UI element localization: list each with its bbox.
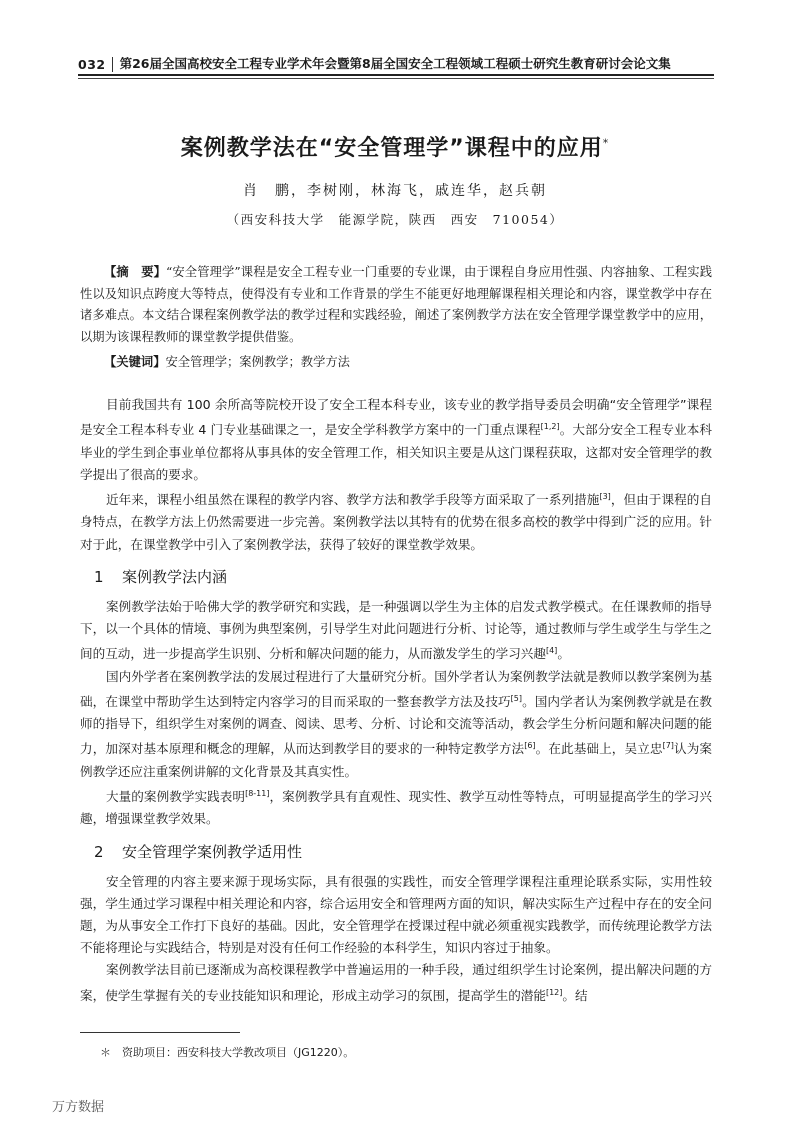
paper-title-text: 案例教学法在“安全管理学”课程中的应用 — [180, 136, 603, 161]
footnote-rule — [80, 1032, 240, 1033]
page-number: 032 — [78, 57, 113, 72]
citation: [4] — [545, 646, 558, 656]
affiliation: （西安科技大学 能源学院，陕西 西安 710054） — [226, 212, 564, 227]
watermark: 万方数据 — [52, 1100, 105, 1115]
paper-title — [0, 131, 790, 162]
text-run: 。结 — [562, 987, 588, 1003]
section1-paragraph — [80, 783, 712, 831]
running-header — [78, 52, 714, 72]
abstract-text: “安全管理学”课程是安全工程专业一门重要的专业课，由于课程自身应用性强、内容抽象、工程实践性以及知识点跨度大等特点，使得没有专业和工作背景的学生不能更好地理解课程相关理论和内容，课堂教学中存在诸多难点。本文结合课程案例教学法的教学过程和实践经验，阐述了案例教学方法在安全管理学课堂教学中的应用，以期为该课程教师的课堂教学提供借鉴。 — [80, 265, 712, 344]
section-heading — [80, 564, 712, 590]
text-run: 目前我国共有 100 余所高等院校开设了安全工程本科专业，该专业的教学指导委员会明确“安全管理学”课程是安全工程本科专业 4 门专业基础课之一，是安全学科教学方案中的一门重点课程 — [80, 397, 712, 438]
section-number: 1 — [94, 567, 104, 586]
text-run: 国内外学者在案例教学法的发展过程进行了大量研究分析。国外学者认为案例教学法就是教师以教学案例为基础，在课堂中帮助学生达到特定内容学习的目而采取的一整套教学方法及技巧 — [80, 668, 712, 709]
text-run: 案例教学法始于哈佛大学的教学研究和实践，是一种强调以学生为主体的启发式教学模式。在任课教师的指导下，以一个具体的情境、事例为典型案例，引导学生对此问题进行分析、讨论等，通过教师与学生或学生与学生之间的互动，进一步提高学生识别、分析和解决问题的能力，从而激发学生的学习兴趣 — [80, 598, 712, 662]
intro-paragraph — [80, 394, 712, 486]
citation: [1,2] — [540, 422, 560, 432]
intro-paragraph — [80, 486, 712, 556]
header-rule — [78, 74, 714, 76]
abstract-label: 【摘 要】 — [104, 265, 167, 279]
text-run: 案例教学法目前已逐渐成为高校课程教学中普遍运用的一种手段，通过组织学生讨论案例，提出解决问题的方案，使学生掌握有关的专业技能知识和理论，形成主动学习的氛围，提高学生的潜能 — [80, 962, 712, 1003]
citation: [12] — [545, 987, 563, 997]
section-number: 2 — [94, 842, 104, 861]
citation: [6] — [524, 741, 536, 751]
abstract — [80, 262, 712, 348]
text-run: 。 — [557, 646, 570, 662]
section-heading — [80, 839, 712, 865]
section2-paragraph: 安全管理的内容主要来源于现场实际，具有很强的实践性，而安全管理学课程注重理论联系实际，实用性较强，学生通过学习课程中相关理论和内容，综合运用安全和管理两方面的知识，解决实际生产过程中存在的安全问题，为从事安全工作打下良好的基础。因此，安全管理学在授课过程中就必须重视实践教学，而传统理论教学方法不能将理论与实践结合，特别是对没有任何工作经验的本科学生，知识内容过于抽象。 — [80, 873, 712, 956]
text-run: 近年来，课程小组虽然在课程的教学内容、教学方法和教学手段等方面采取了一系列措施 — [106, 492, 600, 508]
main-text — [80, 394, 712, 1007]
keywords-label: 【关键词】 — [104, 355, 166, 369]
citation: [7] — [662, 741, 674, 751]
text-run: 。大部分安全工程专业本科毕业的学生到企事业单位都将从事具体的安全管理工作，相关知识主要是从这门课程获取，这都对安全管理学的教学提出了很高的要求。 — [80, 422, 712, 482]
footnote: ＊ 资助项目：西安科技大学教改项目（JG1220）。 — [100, 1046, 355, 1059]
keywords — [80, 352, 712, 374]
section-title: 安全管理学案例教学适用性 — [122, 842, 303, 861]
keywords-text: 安全管理学；案例教学；教学方法 — [165, 355, 350, 369]
text-run: ，案例教学具有直观性、现实性、教学互动性等特点，可明显提高学生的学习兴趣，增强课堂教学效果。 — [80, 789, 713, 827]
title-footnote-mark: * — [602, 136, 610, 150]
text-run: 。在此基础上，吴立忠 — [535, 741, 663, 757]
citation: [8-11] — [245, 788, 270, 798]
header-rule-thin — [78, 78, 714, 79]
section1-paragraph — [80, 666, 712, 783]
authors: 肖 鹏，李树刚，林海飞，戚连华，赵兵朝 — [243, 183, 547, 199]
citation: [5] — [510, 693, 523, 703]
text-run: 认为案例教学还应注重案例讲解的文化背景及其真实性。 — [80, 741, 713, 779]
citation: [3] — [599, 492, 611, 501]
journal-title: 第26届全国高校安全工程专业学术年会暨第8届全国安全工程领域工程硕士研究生教育研讨会论文集 — [119, 56, 671, 71]
section2-paragraph — [80, 959, 712, 1007]
section1-paragraph — [80, 596, 712, 666]
text-run: 。国内学者认为案例教学就是在教师的指导下，组织学生对案例的调查、阅读、思考、分析、讨论和交流等活动，教会学生分析问题和解决问题的能力，加深对基本原理和概念的理解，从而达到教学目的要求的一种特定教学方法 — [80, 693, 713, 757]
text-run: 大量的案例教学实践表明 — [106, 789, 246, 805]
section-title: 案例教学法内涵 — [122, 567, 228, 586]
text-run: ，但由于课程的自身特点，在教学方法上仍然需要进一步完善。案例教学法以其特有的优势在很多高校的教学中得到广泛的应用。针对于此，在课堂教学中引入了案例教学法，获得了较好的课堂教学效果。 — [80, 492, 713, 552]
